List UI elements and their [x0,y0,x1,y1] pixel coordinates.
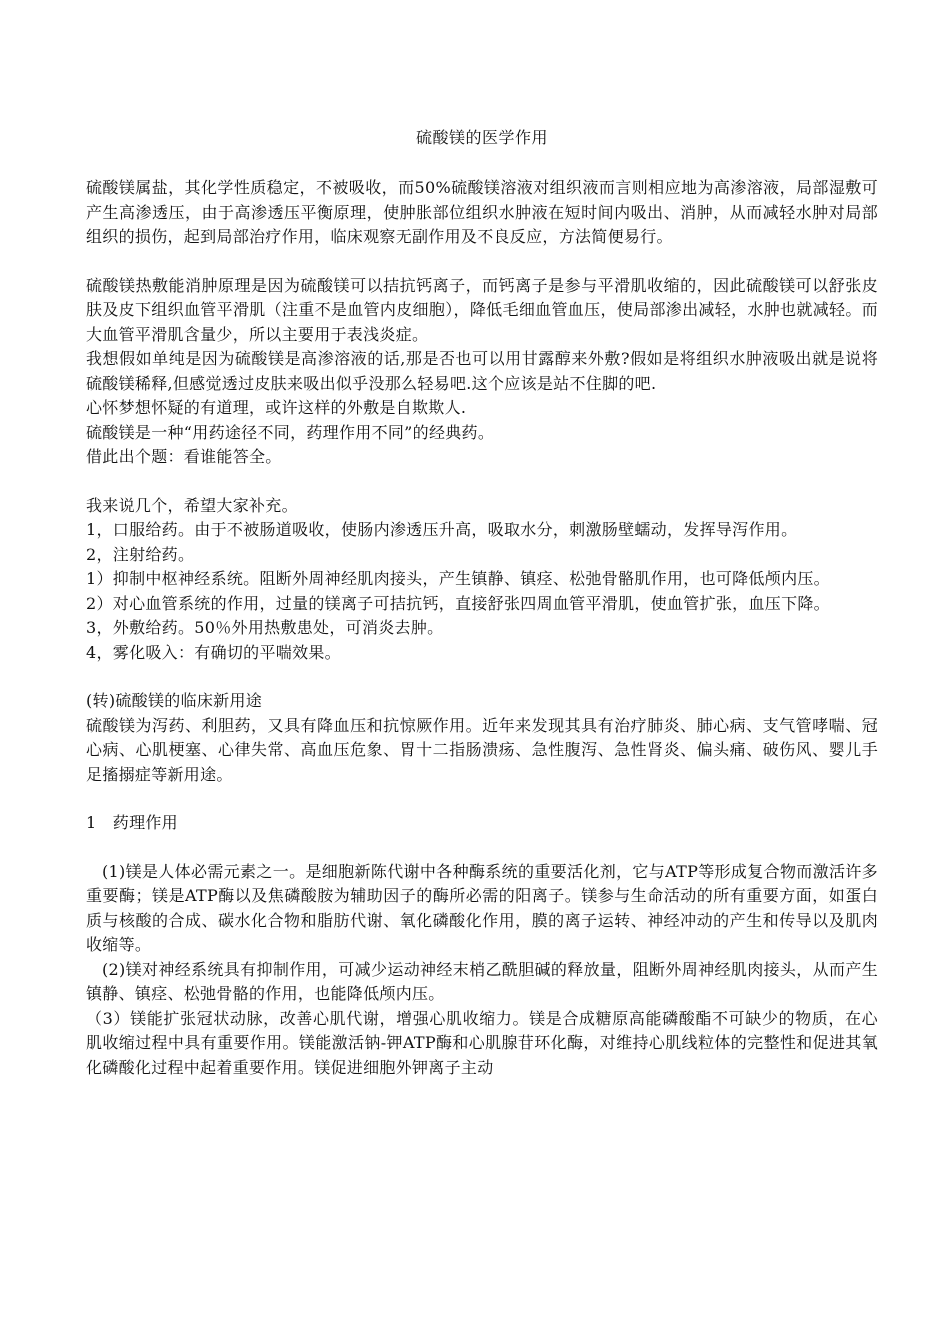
list-item-oral: 1，口服给药。由于不被肠道吸收，使肠内渗透压升高，吸取水分，刺激肠壁蠕动，发挥导泻作用。 [86,520,798,539]
list-item-cardiovascular: 2）对心血管系统的作用，过量的镁离子可拮抗钙，直接舒张四周血管平滑肌，使血管扩张，血压下降。 [86,593,830,613]
list-item-inhalation: 4，雾化吸入：有确切的平喘效果。 [86,642,341,662]
paragraph-reply: 心怀梦想怀疑的有道理，或许这样的外敷是自欺欺人. [86,398,467,417]
paragraph-classic-drug: 硫酸镁是一种“用药途径不同，药理作用不同”的经典药。 [86,422,495,442]
list-item-cns: 1）抑制中枢神经系统。阻断外周神经肌肉接头，产生镇静、镇痉、松弛骨骼肌作用，也可降低颅内压。 [86,569,830,588]
paragraph-new-uses: 硫酸镁为泻药、利胆药，又具有降血压和抗惊厥作用。近年来发现其具有治疗肺炎、肺心病、支气管哮喘、冠心病、心肌梗塞、心律失常、高血压危象、胃十二指肠溃疡、急性腹泻、急性肾炎、偏头痛、破伤风、婴儿手足搐搦症等新用途。 [86,715,878,784]
section-heading-new-uses: (转)硫酸镁的临床新用途 [86,691,263,710]
paragraph-gap [86,787,878,811]
paragraph-pharmacology-2: (2)镁对神经系统具有抑制作用，可减少运动神经末梢乙酰胆碱的释放量，阻断外周神经肌肉接头，从而产生镇静、镇痉、松弛骨骼的作用，也能降低颅内压。 [86,959,878,1003]
list-item-injection: 2，注射给药。 [86,544,195,564]
document-title: 硫酸镁的医学作用 [415,128,548,147]
section-heading-pharmacology: 1 药理作用 [86,813,178,832]
document-page [86,126,878,1080]
paragraph-gap [86,250,878,274]
paragraph-calcium-antagonism: 硫酸镁热敷能消肿原理是因为硫酸镁可以拮抗钙离子，而钙离子是参与平滑肌收缩的，因此硫酸镁可以舒张皮肤及皮下组织血管平滑肌（注重不是血管内皮细胞），降低毛细血管血压，使局部渗出减轻，水肿也就减轻。而大血管平滑肌含量少，所以主要用于表浅炎症。 [86,275,878,344]
paragraph-quiz: 借此出个题：看谁能答全。 [86,447,282,466]
paragraph-pharmacology-3: （3）镁能扩张冠状动脉，改善心肌代谢，增强心肌收缩力。镁是合成糖原高能磷酸酯不可缺少的物质，在心肌收缩过程中具有重要作用。镁能激活钠-钾ATP酶和心肌腺苷环化酶，对维持心肌线粒体的完整性和促进其氧化磷酸化过程中起着重要作用。镁促进细胞外钾离子主动 [86,1008,878,1077]
paragraph-question: 我想假如单纯是因为硫酸镁是高渗溶液的话,那是否也可以用甘露醇来外敷?假如是将组织水肿液吸出就是说将硫酸镁稀释,但感觉透过皮肤来吸出似乎没那么轻易吧.这个应该是站不住脚的吧. [86,349,878,393]
paragraph-gap [86,665,878,689]
paragraph-hypertonic: 硫酸镁属盐，其化学性质稳定，不被吸收，而50%硫酸镁溶液对组织液而言则相应地为高渗溶液，局部湿敷可产生高渗透压，由于高渗透压平衡原理，使肿胀部位组织水肿液在短时间内吸出、消肿，从而减轻水肿对局部组织的损伤，起到局部治疗作用，临床观察无副作用及不良反应，方法简便易行。 [86,178,878,246]
paragraph-intro-list: 我来说几个，希望大家补充。 [86,495,298,515]
list-item-external: 3，外敷给药。50％外用热敷患处，可消炎去肿。 [86,618,444,637]
paragraph-gap [86,836,878,860]
paragraph-pharmacology-1: (1)镁是人体必需元素之一。是细胞新陈代谢中各种酶系统的重要活化剂，它与ATP等形成复合物而激活许多重要酶；镁是ATP酶以及焦磷酸胺为辅助因子的酶所必需的阳离子。镁参与生命活动的所有重要方面，如蛋白质与核酸的合成、碳水化合物和脂肪代谢、氧化磷酸化作用，膜的离子运转、神经冲动的产生和传导以及肌肉收缩等。 [86,861,878,954]
paragraph-gap [86,470,878,494]
